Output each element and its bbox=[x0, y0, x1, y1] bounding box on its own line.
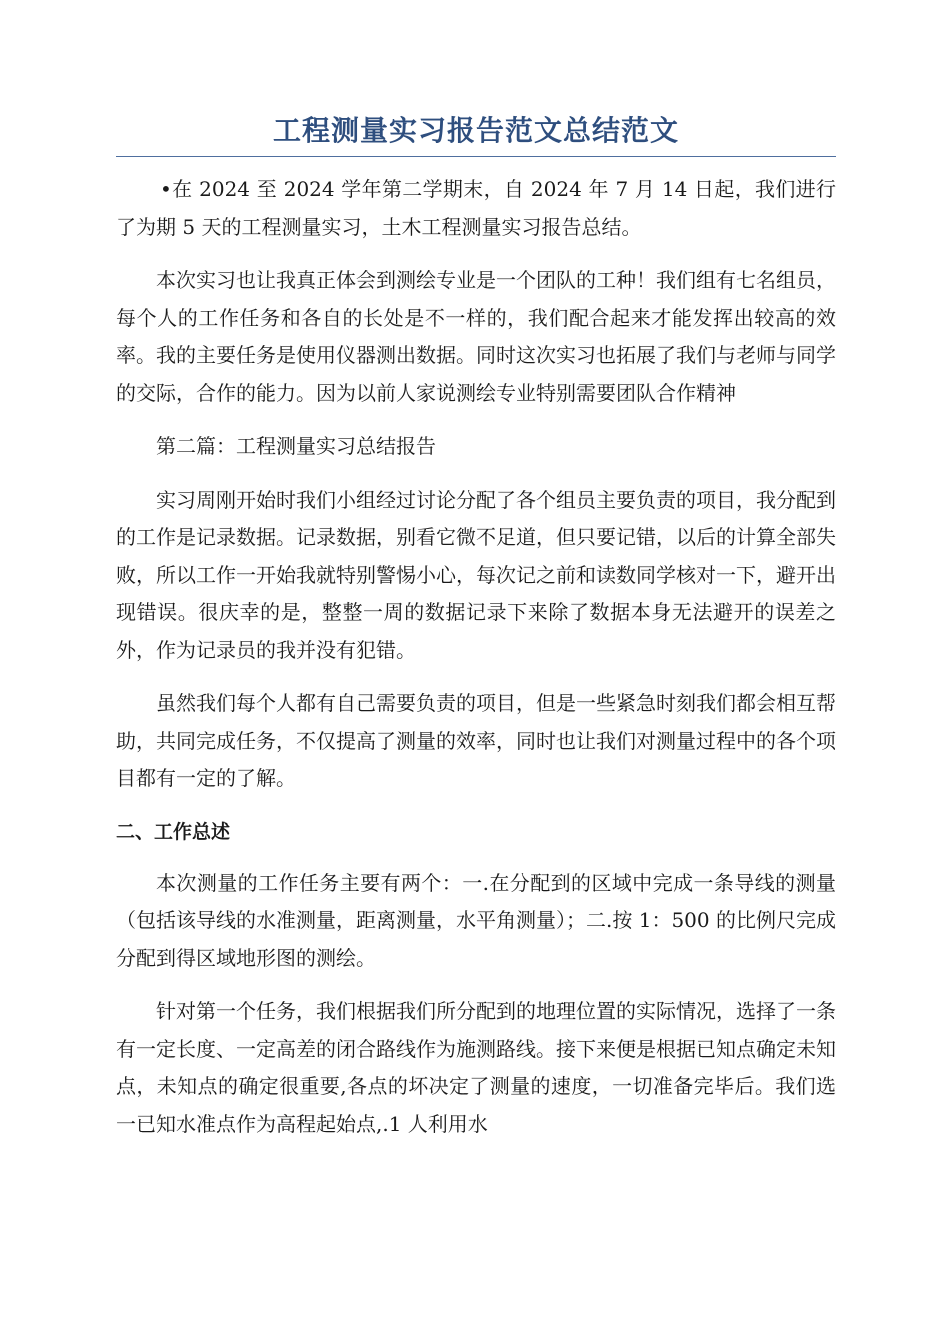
paragraph-first-task: 针对第一个任务，我们根据我们所分配到的地理位置的实际情况，选择了一条有一定长度、一定高差的闭合路线作为施测路线。接下来便是根据已知点确定未知点，未知点的确定很重要,各点的坏决定了测量的速度，一切准备完毕后。我们选一已知水准点作为高程起始点,.1 人利用水 bbox=[116, 999, 836, 1136]
paragraph-intro: •在 2024 至 2024 学年第二学期末，自 2024 年 7 月 14 日起，我们进行了为期 5 天的工程测量实习，土木工程测量实习报告总结。 bbox=[116, 177, 836, 239]
paragraph-tasks: 本次测量的工作任务主要有两个：一.在分配到的区域中完成一条导线的测量（包括该导线的水准测量，距离测量，水平角测量）；二.按 1：500 的比例尺完成分配到得区域地形图的测绘。 bbox=[116, 870, 836, 970]
title-underline bbox=[116, 156, 836, 157]
section-heading: 二、工作总述 bbox=[116, 820, 231, 843]
paragraph-recording: 实习周刚开始时我们小组经过讨论分配了各个组员主要负责的项目，我分配到的工作是记录数据。记录数据，别看它微不足道，但只要记错，以后的计算全部失败，所以工作一开始我就特别警惕小心，每次记之前和读数同学核对一下，避开出现错误。很庆幸的是，整整一周的数据记录下来除了数据本身无法避开的误差之外，作为记录员的我并没有犯错。 bbox=[116, 487, 836, 662]
paragraph-mutual-help: 虽然我们每个人都有自己需要负责的项目，但是一些紧急时刻我们都会相互帮助，共同完成任务，不仅提高了测量的效率，同时也让我们对测量过程中的各个项目都有一定的了解。 bbox=[116, 691, 836, 790]
paragraph-teamwork: 本次实习也让我真正体会到测绘专业是一个团队的工种！我们组有七名组员，每个人的工作任务和各自的长处是不一样的，我们配合起来才能发挥出较高的效率。我的主要任务是使用仪器测出数据。同时这次实习也拓展了我们与老师与同学的交际，合作的能力。因为以前人家说测绘专业特别需要团队合作精神 bbox=[116, 268, 836, 405]
document-title: 工程测量实习报告范文总结范文 bbox=[272, 114, 679, 147]
paragraph-part-two-title: 第二篇：工程测量实习总结报告 bbox=[156, 434, 436, 458]
document-page bbox=[116, 112, 836, 1159]
